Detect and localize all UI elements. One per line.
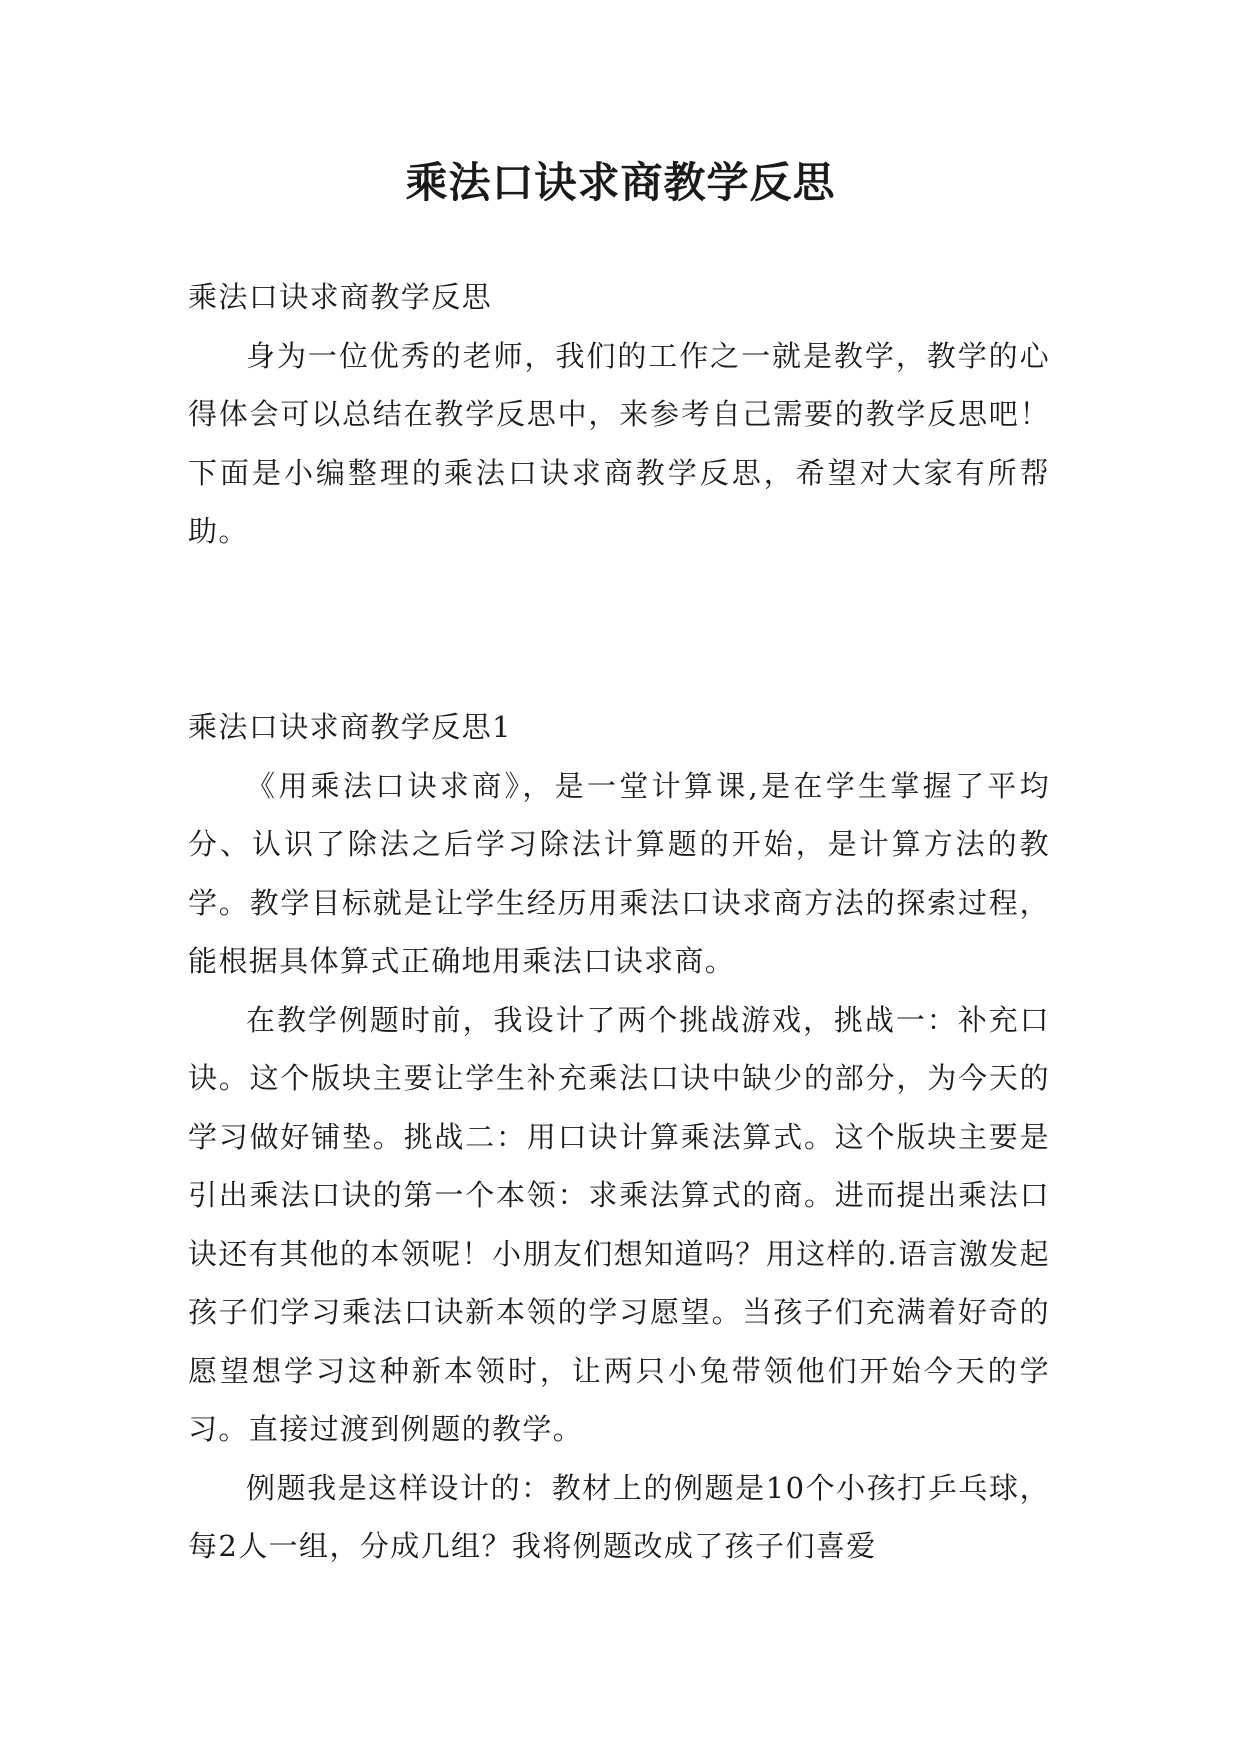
- section-1-paragraph-3: 例题我是这样设计的：教材上的例题是10个小孩打乒乓球，每2人一组，分成几组？我将例题改成了孩子们喜爱: [188, 1470, 1050, 1563]
- intro-paragraph: 身为一位优秀的老师，我们的工作之一就是教学，教学的心得体会可以总结在教学反思中，来参考自己需要的教学反思吧！下面是小编整理的乘法口诀求商教学反思，希望对大家有所帮助。: [188, 338, 1050, 548]
- document-title: 乘法口诀求商教学反思: [405, 158, 836, 207]
- intro-section: [188, 268, 1050, 561]
- intro-heading: 乘法口诀求商教学反思: [188, 280, 493, 314]
- section-1-heading: 乘法口诀求商教学反思1: [188, 710, 512, 744]
- section-1-paragraph-1: 《用乘法口诀求商》，是一堂计算课,是在学生掌握了平均分、认识了除法之后学习除法计算题的开始，是计算方法的教学。教学目标就是让学生经历用乘法口诀求商方法的探索过程，能根据具体算式正确地用乘法口诀求商。: [188, 768, 1050, 978]
- section-1-paragraph-2: 在教学例题时前，我设计了两个挑战游戏，挑战一：补充口诀。这个版块主要让学生补充乘法口诀中缺少的部分，为今天的学习做好铺垫。挑战二：用口诀计算乘法算式。这个版块主要是引出乘法口诀的第一个本领：求乘法算式的商。进而提出乘法口诀还有其他的本领呢！小朋友们想知道吗？用这样的.语言激发起孩子们学习乘法口诀新本领的学习愿望。当孩子们充满着好奇的愿望想学习这种新本领时，让两只小兔带领他们开始今天的学习。直接过渡到例题的教学。: [188, 1002, 1050, 1446]
- section-1: [188, 698, 1050, 1576]
